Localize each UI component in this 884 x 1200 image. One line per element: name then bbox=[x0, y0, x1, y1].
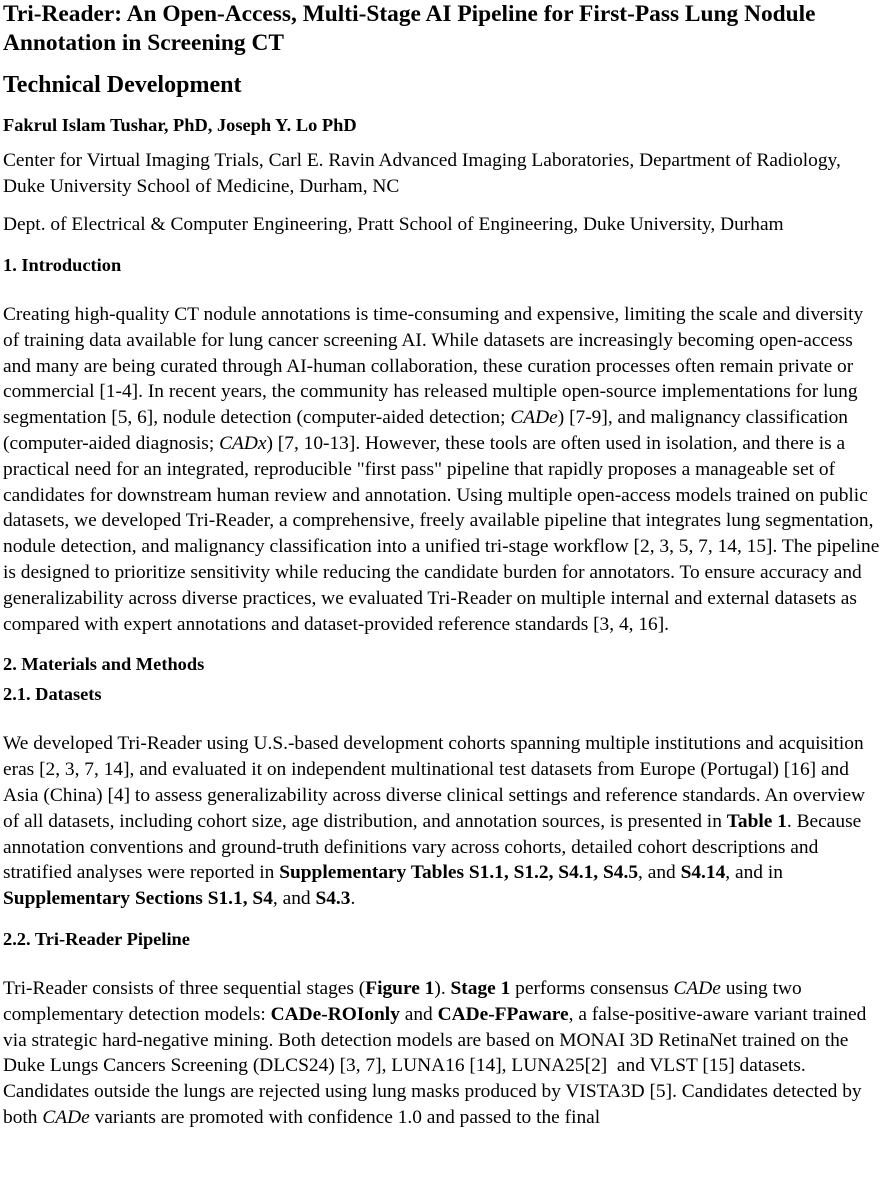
intro-cade-term: CADe bbox=[510, 407, 558, 429]
stage-1-label: Stage 1 bbox=[450, 977, 511, 999]
supplementary-sections-ref: Supplementary Sections S1.1, S4 bbox=[3, 888, 273, 910]
pipeline-text-5: and bbox=[399, 1003, 438, 1025]
cade-roionly-model: CADe-ROIonly bbox=[270, 1003, 400, 1025]
datasets-text-6: . bbox=[350, 888, 356, 910]
pipeline-text-1: Tri-Reader consists of three sequential stages ( bbox=[3, 977, 366, 999]
subsection-heading-datasets: 2.1. Datasets bbox=[3, 684, 102, 705]
supplementary-tables-ref: Supplementary Tables S1.1, S1.2, S4.1, S4.5 bbox=[279, 862, 639, 884]
cade-fpaware-model: CADe-FPaware bbox=[437, 1003, 569, 1025]
pipeline-cade-term-1: CADe bbox=[673, 977, 721, 999]
pipeline-text-3: performs consensus bbox=[510, 977, 674, 999]
table-1-ref: Table 1 bbox=[726, 810, 787, 832]
pipeline-text-2: ). bbox=[434, 977, 451, 999]
article-type: Technical Development bbox=[3, 72, 242, 98]
subsection-heading-pipeline: 2.2. Tri-Reader Pipeline bbox=[3, 928, 190, 949]
intro-text-2: ) [7-9], and malignancy classification (computer-aided diagnosis; bbox=[3, 407, 853, 454]
datasets-paragraph bbox=[3, 731, 881, 912]
datasets-text-4: , and in bbox=[725, 862, 788, 884]
pipeline-text-7: variants are promoted with confidence 1.0 and passed to the final bbox=[89, 1106, 601, 1128]
paper-title: Tri-Reader: An Open-Access, Multi-Stage AI Pipeline for First-Pass Lung Nodule Annotation in Screening CT bbox=[3, 1, 816, 56]
affiliation-2: Dept. of Electrical & Computer Engineering, Pratt School of Engineering, Duke University, Durham bbox=[3, 214, 784, 235]
paper-page bbox=[3, 0, 884, 1131]
datasets-text-1: We developed Tri-Reader using U.S.-based development cohorts spanning multiple institutions and acquisition eras [2, 3, 7, 14], and evaluated it on independent multinational test datasets from Europe (Portugal) [16] and Asia (China) [4] to assess generalizability across diverse clinical settings and reference standards. An overview of all datasets, including cohort size, age distribution, and annotation sources, is presented in bbox=[3, 733, 870, 832]
datasets-text-2: . Because annotation conventions and ground-truth definitions vary across cohorts, detailed cohort descriptions and stratified analyses were reported in bbox=[3, 810, 867, 884]
figure-1-ref: Figure 1 bbox=[365, 977, 435, 999]
section-heading-introduction: 1. Introduction bbox=[3, 255, 122, 275]
datasets-text-3: , and bbox=[638, 862, 681, 884]
pipeline-cade-term-2: CADe bbox=[42, 1106, 90, 1128]
pipeline-text-4: using two complementary detection models: bbox=[3, 977, 807, 1025]
introduction-paragraph bbox=[3, 302, 884, 637]
section-s4-3-ref: S4.3 bbox=[315, 888, 351, 910]
pipeline-paragraph bbox=[3, 976, 881, 1131]
intro-text-3: ) [7, 10-13]. However, these tools are often used in isolation, and there is a practical need for an integrated, reproducible "first pass" pipeline that rapidly proposes a manageable set of candidates for downstream human review and annotation. Using multiple open-access models trained on public datasets, we developed Tri-Reader, a comprehensive, freely available pipeline that integrates lung segmentation, nodule detection, and malignancy classification into a unified tri-stage workflow [2, 3, 5, 7, 14, 15]. The pipeline is designed to prioritize sensitivity while reducing the candidate burden for annotators. To ensure accuracy and generalizability across diverse practices, we evaluated Tri-Reader on multiple internal and external datasets as compared with expert annotations and dataset-provided reference standards [3, 4, 16]. bbox=[3, 432, 884, 635]
pipeline-text-6: , a false-positive-aware variant trained via strategic hard-negative mining. Both detection models are based on MONAI 3D RetinaNet trained on the Duke Lungs Cancers Screening (DLCS24) [3, 7], LUNA16 [14], LUNA25[2] and VLST [15] datasets. Candidates outside the lungs are rejected using lung masks produced by VISTA3D [5]. Candidates detected by both bbox=[3, 1003, 872, 1128]
table-s4-14-ref: S4.14 bbox=[680, 862, 726, 884]
affiliation-1: Center for Virtual Imaging Trials, Carl E. Ravin Advanced Imaging Laboratories, Department of Radiology, Duke University School of Medicine, Durham, NC bbox=[3, 150, 841, 197]
datasets-text-5: , and bbox=[272, 888, 316, 910]
intro-text-1: Creating high-quality CT nodule annotations is time-consuming and expensive, limiting the scale and diversity of training data available for lung cancer screening AI. While datasets are increasingly becoming open-access and many are being curated through AI-human collaboration, these curation processes often remain private or commercial [1-4]. In recent years, the community has released multiple open-source implementations for lung segmentation [5, 6], nodule detection (computer-aided detection; bbox=[3, 304, 869, 429]
section-heading-methods: 2. Materials and Methods bbox=[3, 654, 205, 675]
intro-cadx-term: CADx bbox=[219, 432, 267, 454]
author-list: Fakrul Islam Tushar, PhD, Joseph Y. Lo PhD bbox=[3, 115, 357, 135]
